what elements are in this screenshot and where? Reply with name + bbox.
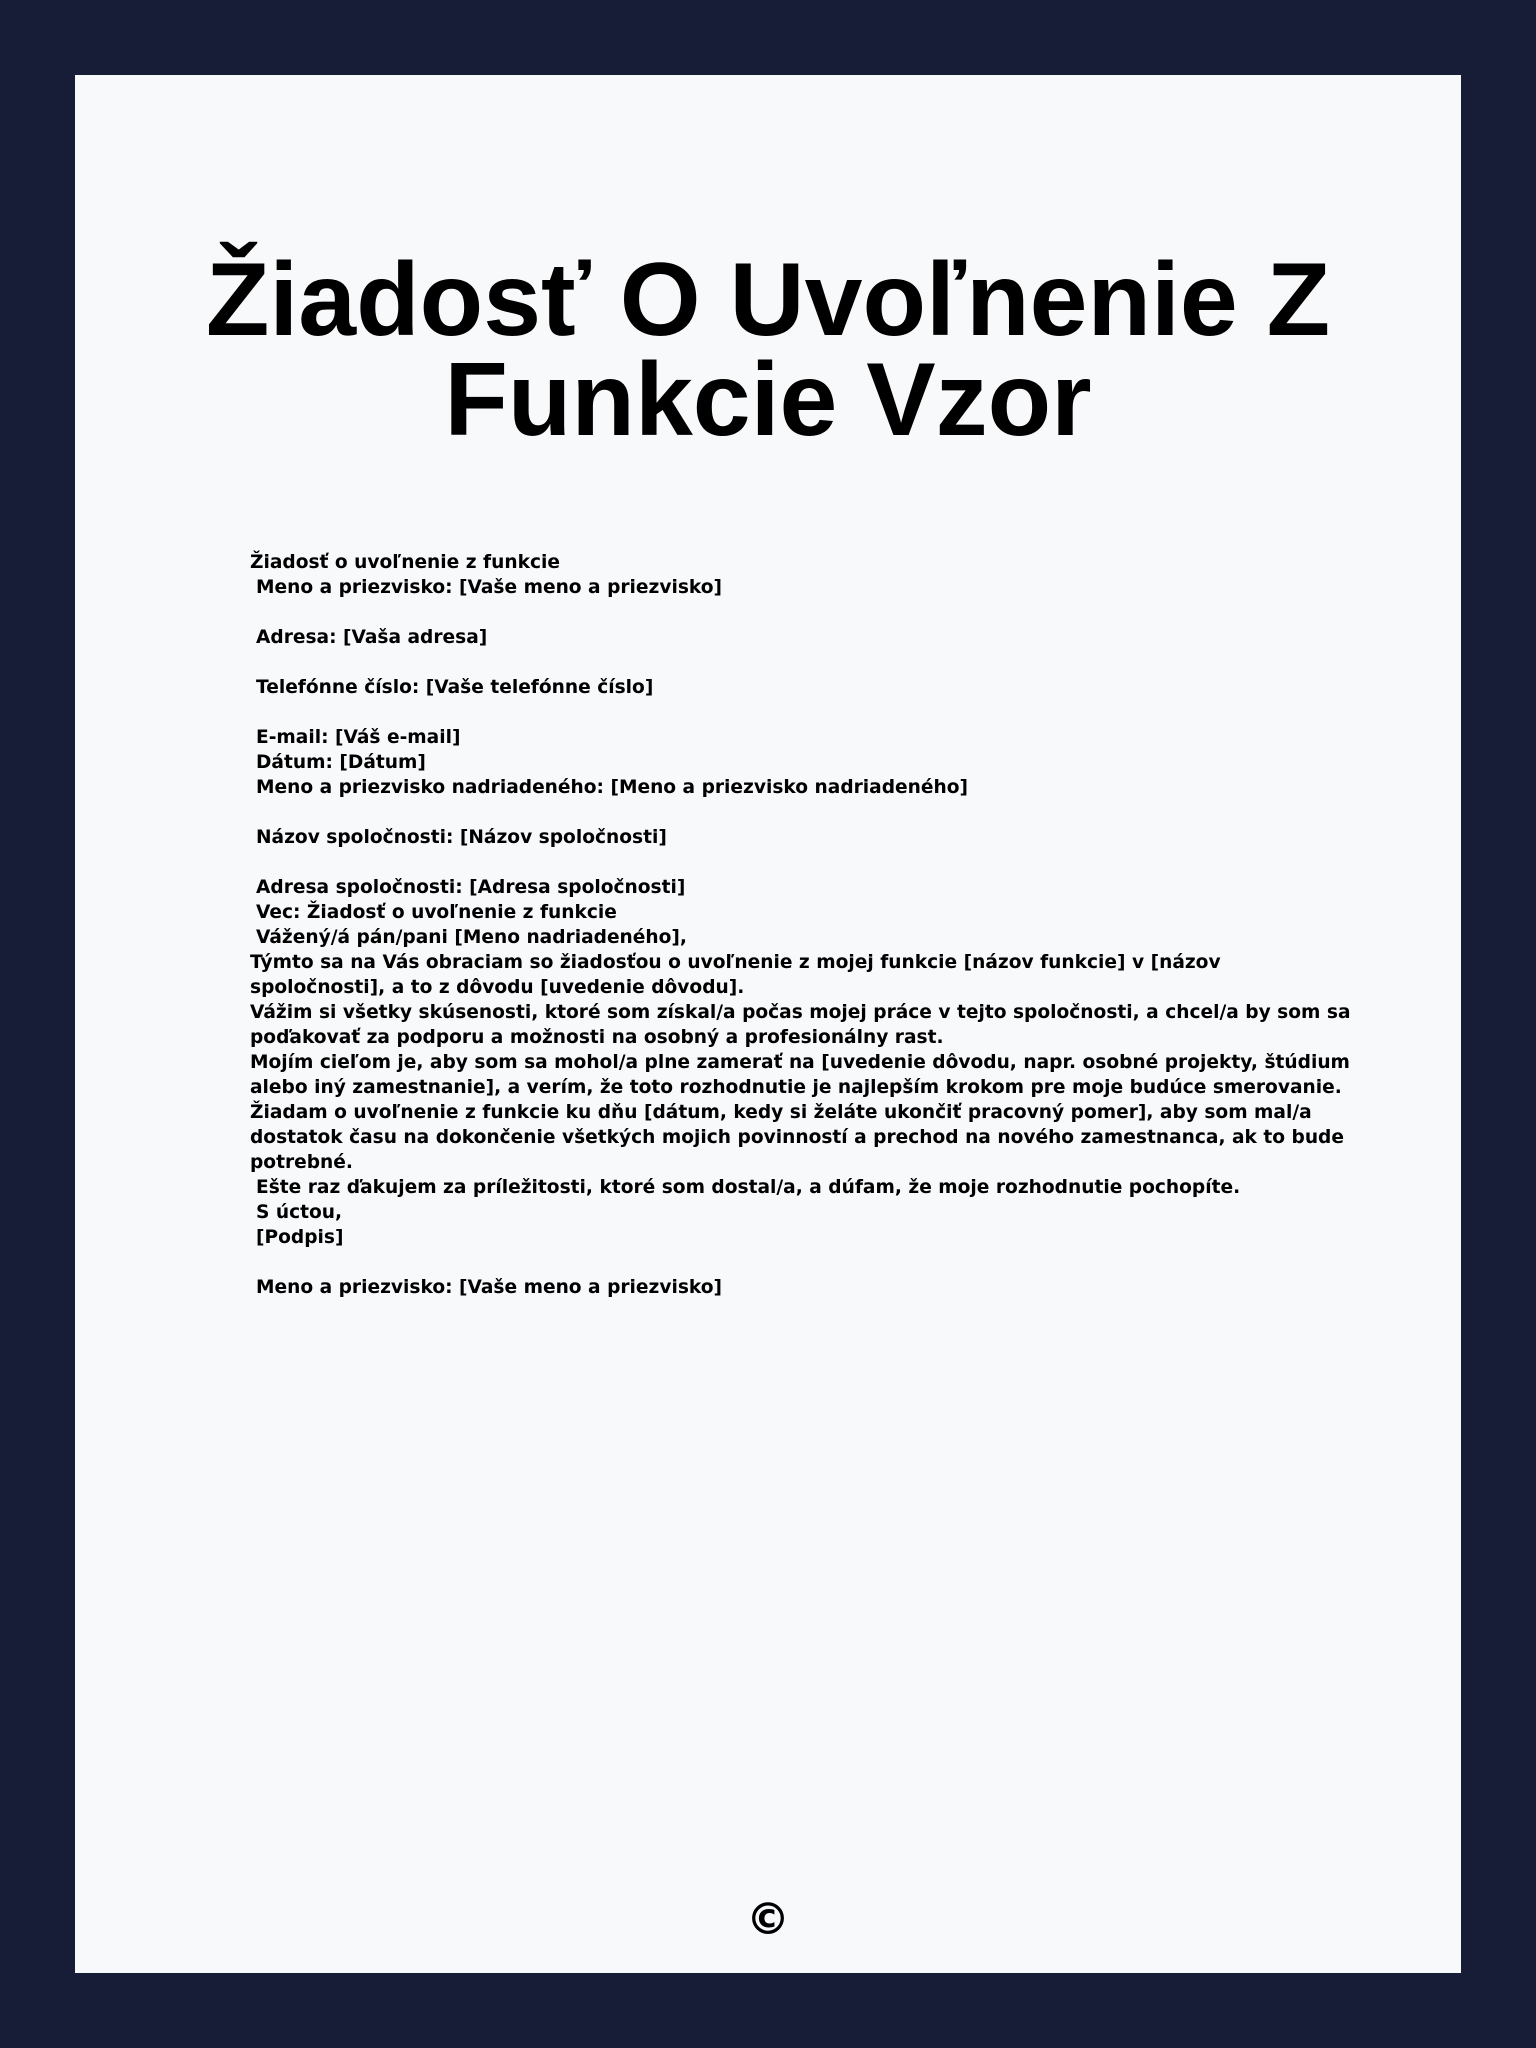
subject-heading: Žiadosť o uvoľnenie z funkcie xyxy=(250,552,560,573)
thanks-line: Ešte raz ďakujem za príležitosti, ktoré som dostal/a, a dúfam, že moje rozhodnutie pochopíte. xyxy=(256,1177,1241,1198)
sender-name-line: Meno a priezvisko: [Vaše meno a priezvisko] xyxy=(256,577,723,598)
signature-name-line: Meno a priezvisko: [Vaše meno a priezvisko] xyxy=(256,1277,723,1298)
document-title: Žiadosť O Uvoľnenie Z Funkcie Vzor xyxy=(205,242,1331,458)
paragraph-3: Mojím cieľom je, aby som sa mohol/a plne zamerať na [uvedenie dôvodu, napr. osobné projekty, štúdium alebo iný zamestnanie], a verím, že toto rozhodnutie je najlepším krokom pre moje budúce smerovanie. xyxy=(250,1052,1350,1098)
sender-address-line: Adresa: [Vaša adresa] xyxy=(256,627,488,648)
paragraph-4: Žiadam o uvoľnenie z funkcie ku dňu [dátum, kedy si želáte ukončiť pracovný pomer], aby som mal/a dostatok času na dokončenie všetkých mojich povinností a prechod na nového zamestnanca, ak to bude potrebné. xyxy=(250,1102,1344,1173)
paragraph-1: Týmto sa na Vás obraciam so žiadosťou o uvoľnenie z mojej funkcie [názov funkcie] v [názov spoločnosti], a to z dôvodu [uvedenie dôvodu]. xyxy=(250,952,1221,998)
subject-line: Vec: Žiadosť o uvoľnenie z funkcie xyxy=(256,902,617,923)
sender-email-line: E-mail: [Váš e-mail] xyxy=(256,727,461,748)
supervisor-line: Meno a priezvisko nadriadeného: [Meno a priezvisko nadriadeného] xyxy=(256,777,968,798)
company-address-line: Adresa spoločnosti: [Adresa spoločnosti] xyxy=(256,877,686,898)
paragraph-2: Vážim si všetky skúsenosti, ktoré som získal/a počas mojej práce v tejto spoločnosti, a chcel/a by som sa poďakovať za podporu a možnosti na osobný a profesionálny rast. xyxy=(250,1002,1351,1048)
copyright-icon: © xyxy=(746,1894,790,1945)
sender-phone-line: Telefónne číslo: [Vaše telefónne číslo] xyxy=(256,677,654,698)
salutation-line: Vážený/á pán/pani [Meno nadriadeného], xyxy=(256,927,687,948)
letter-body xyxy=(250,550,1360,1300)
signature-line: [Podpis] xyxy=(256,1227,344,1248)
company-name-line: Názov spoločnosti: [Názov spoločnosti] xyxy=(256,827,667,848)
date-line: Dátum: [Dátum] xyxy=(256,752,426,773)
closing-line: S úctou, xyxy=(256,1202,343,1223)
document-page xyxy=(75,75,1461,1973)
